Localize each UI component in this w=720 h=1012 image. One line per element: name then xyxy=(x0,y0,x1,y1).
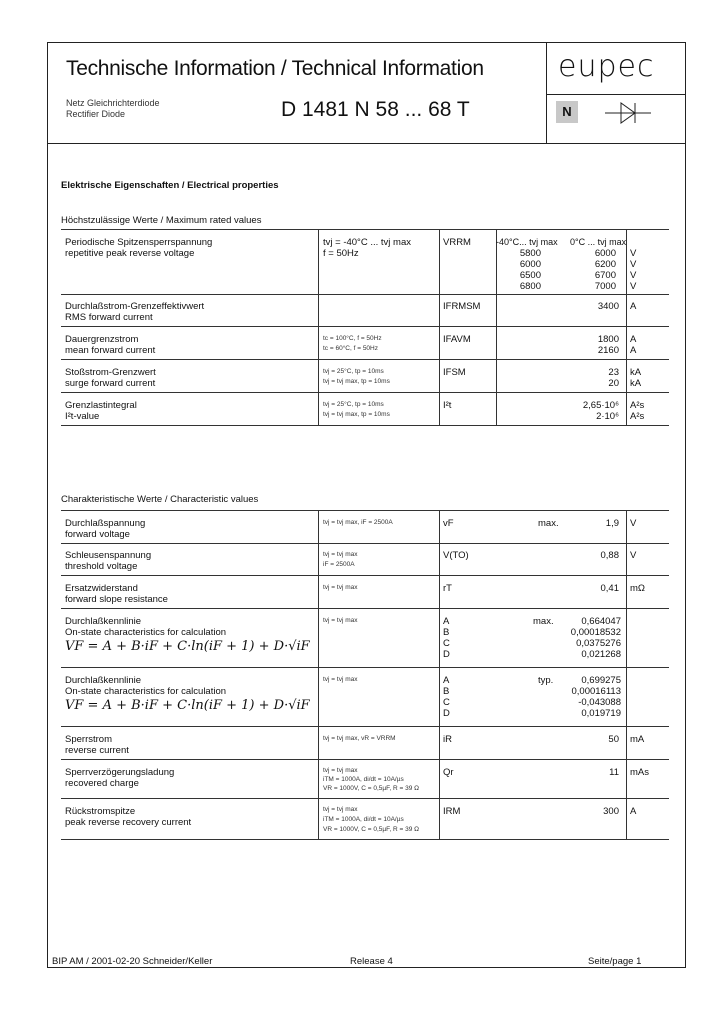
param-label-de: Grenzlastintegral xyxy=(65,400,137,411)
condition: VR = 1000V, C = 0,5µF, R = 39 Ω xyxy=(323,785,419,792)
value: 6700 xyxy=(594,270,616,281)
type-badge: N xyxy=(556,101,578,123)
value: 11 xyxy=(609,767,619,778)
unit: A²s xyxy=(630,411,645,422)
param-label-de: Dauergrenzstrom xyxy=(65,334,139,345)
condition: tvj = -40°C ... tvj max xyxy=(323,237,412,248)
header-divider xyxy=(48,143,685,144)
value: 0,00018532 xyxy=(570,627,621,638)
param-letter: D xyxy=(443,649,450,660)
value: 2,65·10⁶ xyxy=(582,400,619,411)
footer-page: Seite/page 1 xyxy=(588,956,642,967)
condition: tc = 60°C, f = 50Hz xyxy=(323,345,378,352)
param-letter: C xyxy=(443,638,450,649)
param-label-en: forward voltage xyxy=(65,529,130,540)
value: 2·10⁶ xyxy=(596,411,619,422)
condition: tvj = tvj max, tp = 10ms xyxy=(323,378,390,385)
unit: mAs xyxy=(630,767,649,778)
value: 0,41 xyxy=(600,583,619,594)
condition: VR = 1000V, C = 0,5µF, R = 39 Ω xyxy=(323,826,419,833)
value: 0,021268 xyxy=(581,649,621,660)
table-row xyxy=(61,393,669,426)
param-label-de: Ersatzwiderstand xyxy=(65,583,138,594)
value: 1,9 xyxy=(605,518,619,529)
value: -0,043088 xyxy=(578,697,621,708)
param-label-de: Durchlaßstrom-Grenzeffektivwert xyxy=(65,301,205,312)
value: 3400 xyxy=(597,301,619,312)
condition: iF = 2500A xyxy=(323,561,355,568)
qualifier: max. xyxy=(538,518,559,529)
param-label-en: forward slope resistance xyxy=(65,594,168,605)
symbol: I²t xyxy=(443,400,452,411)
product-description xyxy=(66,98,160,120)
param-label-en: peak reverse recovery current xyxy=(65,817,192,828)
condition: f = 50Hz xyxy=(323,248,359,259)
symbol: vF xyxy=(443,518,454,529)
symbol: V(TO) xyxy=(443,550,469,561)
header-divider xyxy=(546,94,685,95)
unit: V xyxy=(630,248,637,259)
formula: VF = A + B·iF + C·ln(iF + 1) + D·√iF xyxy=(65,698,310,713)
param-label-en: recovered charge xyxy=(65,778,139,789)
table-row xyxy=(61,229,669,295)
unit: A²s xyxy=(630,400,645,411)
value: 0,0375276 xyxy=(576,638,621,649)
symbol: IFSM xyxy=(443,367,466,378)
value: 2160 xyxy=(597,345,619,356)
value: 6000 xyxy=(594,248,616,259)
table-row xyxy=(61,327,669,360)
max-ratings-table xyxy=(61,229,669,429)
unit: A xyxy=(630,334,637,345)
condition: tvj = tvj max xyxy=(323,676,358,683)
condition: tvj = tvj max xyxy=(323,806,358,813)
qualifier: typ. xyxy=(538,675,554,686)
symbol: iR xyxy=(443,734,452,745)
table-row xyxy=(61,799,669,840)
condition: tvj = 25°C, tp = 10ms xyxy=(323,401,384,408)
condition: tvj = 25°C, tp = 10ms xyxy=(323,368,384,375)
symbol: VRRM xyxy=(443,237,471,248)
table-row xyxy=(61,727,669,760)
value: 5800 xyxy=(519,248,541,259)
unit: A xyxy=(630,345,637,356)
condition: tvj = tvj max xyxy=(323,767,358,774)
symbol: IFAVM xyxy=(443,334,471,345)
max-ratings-title: Höchstzulässige Werte / Maximum rated values xyxy=(61,215,262,226)
symbol: rT xyxy=(443,583,452,594)
symbol: IRM xyxy=(443,806,461,817)
param-label-en: threshold voltage xyxy=(65,561,138,572)
value: 7000 xyxy=(594,281,616,292)
param-label-en: mean forward current xyxy=(65,345,156,356)
unit: V xyxy=(630,518,637,529)
param-label-de: Durchlaßspannung xyxy=(65,518,146,529)
char-values-table xyxy=(61,510,669,850)
value: 6000 xyxy=(519,259,541,270)
table-row xyxy=(61,510,669,544)
char-values-title: Charakteristische Werte / Characteristic values xyxy=(61,494,259,505)
table-row xyxy=(61,543,669,576)
column-header: -40°C... tvj max xyxy=(496,237,558,247)
section-title: Elektrische Eigenschaften / Electrical properties xyxy=(61,180,279,191)
param-label-de: Sperrstrom xyxy=(65,734,112,745)
param-label-en: reverse current xyxy=(65,745,129,756)
value: 300 xyxy=(603,806,619,817)
param-letter: C xyxy=(443,697,450,708)
param-letter: A xyxy=(443,675,450,686)
condition: tvj = tvj max, iF = 2500A xyxy=(323,519,393,526)
subtitle-en: Rectifier Diode xyxy=(66,109,126,119)
value: 6800 xyxy=(519,281,541,292)
param-label-en: repetitive peak reverse voltage xyxy=(65,248,195,259)
unit: V xyxy=(630,550,637,561)
part-number: D 1481 N 58 ... 68 T xyxy=(281,98,470,121)
param-label-de: Stoßstrom-Grenzwert xyxy=(65,367,156,378)
param-label-en: RMS forward current xyxy=(65,312,153,323)
param-label-en: surge forward current xyxy=(65,378,156,389)
condition: iTM = 1000A, di/dt = 10A/µs xyxy=(323,816,404,823)
condition: tvj = tvj max xyxy=(323,551,358,558)
column-header: 0°C ... tvj max xyxy=(570,237,627,247)
condition: iTM = 1000A, di/dt = 10A/µs xyxy=(323,776,404,783)
value: 6200 xyxy=(594,259,616,270)
condition: tvj = tvj max xyxy=(323,617,358,624)
unit: V xyxy=(630,281,637,292)
value: 0,00016113 xyxy=(571,686,621,697)
param-label-de: Rückstromspitze xyxy=(65,806,136,817)
unit: A xyxy=(630,806,637,817)
qualifier: max. xyxy=(533,616,554,627)
condition: tvj = tvj max, tp = 10ms xyxy=(323,411,390,418)
param-label-de: Durchlaßkennlinie xyxy=(65,616,142,627)
table-row xyxy=(61,294,669,327)
symbol: Qr xyxy=(443,767,454,778)
value: 0,88 xyxy=(600,550,619,561)
value: 0,019719 xyxy=(581,708,621,719)
param-letter: B xyxy=(443,627,450,638)
symbol: IFRMSM xyxy=(443,301,481,312)
footer-release: Release 4 xyxy=(350,956,393,967)
unit: mΩ xyxy=(630,583,646,594)
param-letter: B xyxy=(443,686,450,697)
value: 6500 xyxy=(519,270,541,281)
table-row xyxy=(61,360,669,393)
unit: V xyxy=(630,270,637,281)
unit: kA xyxy=(630,367,642,378)
param-letter: A xyxy=(443,616,450,627)
datasheet-page xyxy=(47,42,686,968)
param-letter: D xyxy=(443,708,450,719)
unit: V xyxy=(630,259,637,270)
param-label-de: Periodische Spitzensperrspannung xyxy=(65,237,213,248)
value: 23 xyxy=(608,367,619,378)
diode-symbol-icon xyxy=(603,98,653,128)
formula: VF = A + B·iF + C·ln(iF + 1) + D·√iF xyxy=(65,639,310,654)
unit: mA xyxy=(630,734,645,745)
value: 0,664047 xyxy=(581,616,621,627)
condition: tvj = tvj max xyxy=(323,584,358,591)
value: 0,699275 xyxy=(581,675,621,686)
unit: kA xyxy=(630,378,642,389)
param-label-en: On-state characteristics for calculation xyxy=(65,627,227,638)
param-label-de: Sperrverzögerungsladung xyxy=(65,767,175,778)
table-row xyxy=(61,576,669,609)
subtitle-de: Netz Gleichrichterdiode xyxy=(66,98,160,108)
condition: tvj = tvj max, vR = VRRM xyxy=(323,735,396,742)
value: 1800 xyxy=(597,334,619,345)
table-row xyxy=(61,609,669,668)
value: 20 xyxy=(608,378,619,389)
condition: tc = 100°C, f = 50Hz xyxy=(323,335,382,342)
footer-left: BIP AM / 2001-02-20 Schneider/Keller xyxy=(52,956,213,967)
value: 50 xyxy=(608,734,619,745)
eupec-logo: eupec xyxy=(558,49,655,84)
param-label-de: Schleusenspannung xyxy=(65,550,152,561)
document-title: Technische Information / Technical Information xyxy=(66,57,484,80)
param-label-en: I²t-value xyxy=(65,411,100,422)
table-row xyxy=(61,668,669,727)
unit: A xyxy=(630,301,637,312)
table-row xyxy=(61,760,669,799)
param-label-en: On-state characteristics for calculation xyxy=(65,686,227,697)
param-label-de: Durchlaßkennlinie xyxy=(65,675,142,686)
